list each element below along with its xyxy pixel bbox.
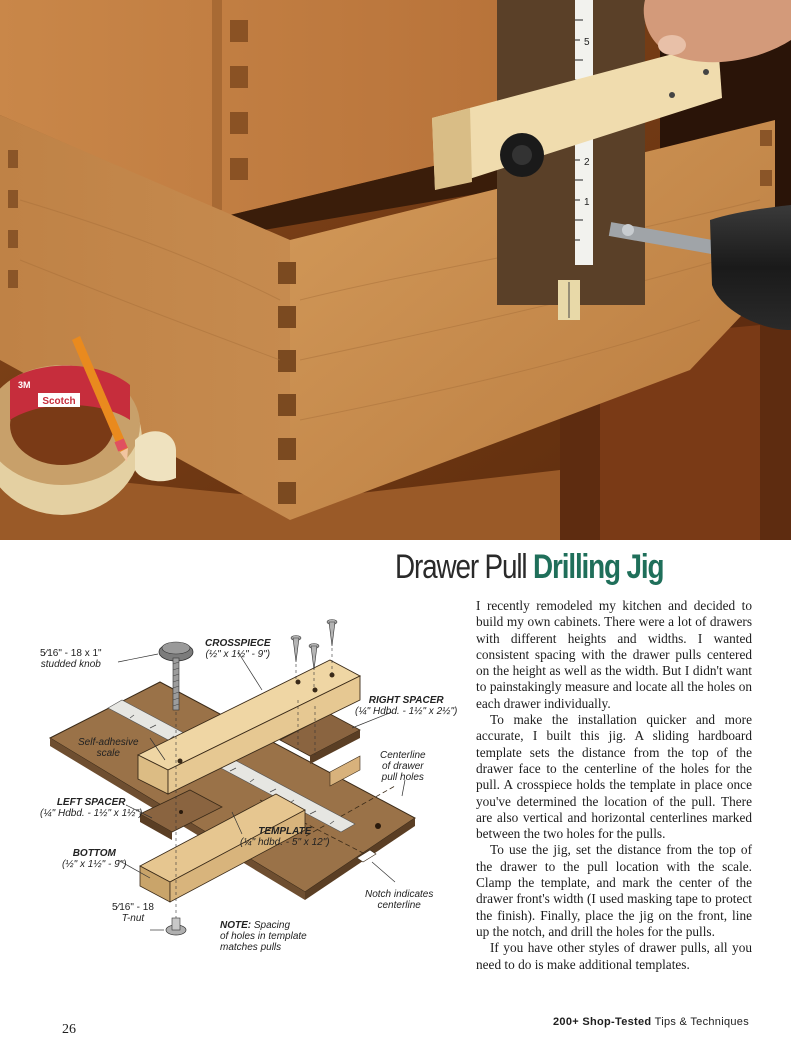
label-line: centerline [377,900,421,911]
page-number: 26 [62,1022,76,1037]
label-line: of drawer [381,761,424,772]
label-self-adhesive-scale [78,737,139,759]
footer-bold: 200+ Shop-Tested [553,1016,652,1028]
label-head: CROSSPIECE [205,638,271,649]
label-line: Notch indicates [365,889,434,900]
footer-rest: Tips & Techniques [654,1016,749,1028]
label-line: 5⁄16" - 18 [112,902,154,913]
label-head: BOTTOM [72,848,116,859]
label-line: studded knob [40,659,101,670]
label-head: LEFT SPACER [56,797,126,808]
label-line: T-nut [121,913,145,924]
article-body [476,598,752,973]
svg-text:Scotch: Scotch [42,396,76,407]
article-title [395,548,663,587]
label-head: TEMPLATE [258,826,312,837]
label-line: 5⁄16" - 18 x 1" [40,648,102,659]
paragraph: If you have other styles of drawer pulls, all you need to do is make additional templates. [476,940,752,972]
label-template [240,826,330,848]
note-head: NOTE: [220,920,252,931]
note-line: Spacing [251,920,291,931]
svg-text:1: 1 [584,197,590,208]
label-dim: (½" x 1½" - 9") [205,649,271,660]
label-dim: (¼" hdbd. - 5" x 12") [240,837,330,848]
paragraph: To use the jig, set the distance from the top of the drawer to the pull location with the scale. Clamp the template, and mark the center of the drawer front's width (I used masking tape to protect the finish). Finally, place the jig on the front, line up the notch, and drill the holes for the pulls. [476,842,752,939]
title-light: Drawer Pull [395,548,527,586]
paragraph: To make the installation quicker and more accurate, I built this jig. A sliding hardboard template sets the distance from the top of the drawer face to the centerline of the holes for the pull. A crosspiece holds the template in place once you've determined the location of the pull. There are also vertical and horizontal centerlines marked between the two holes for the pulls. [476,712,752,842]
label-line: Self-adhesive [78,737,139,748]
label-line: scale [96,748,120,759]
label-right-spacer [355,695,457,717]
label-notch [365,889,433,911]
svg-text:3M: 3M [18,380,31,390]
label-left-spacer [40,797,142,819]
paragraph: I recently remodeled my kitchen and decided to build my own cabinets. There were a lot of drawers with different heights and widths. I wanted consistent spacing with the drawer pulls centered on the height as well as the width. But I didn't want to painstakingly measure and locate all the holes on each drawer individually. [476,598,752,711]
label-dim: (¼" Hdbd. - 1½" x 1½") [40,808,143,819]
label-bottom [62,848,127,870]
label-note [220,920,307,953]
label-dim: (¼" Hdbd. - 1½" x 2½") [355,706,458,717]
label-centerline [380,750,426,783]
book-title-footer [553,1016,749,1028]
label-head: RIGHT SPACER [368,695,444,706]
svg-text:5: 5 [584,37,590,48]
label-studded-knob [40,648,102,670]
title-bold: Drilling Jig [533,548,664,586]
label-t-nut [112,902,154,924]
note-line: of holes in template [220,931,307,942]
label-dim: (½" x 1½" - 9") [62,859,127,870]
label-line: pull holes [381,772,424,783]
label-line: Centerline [380,750,426,761]
label-crosspiece [205,638,271,660]
note-line: matches pulls [220,942,282,953]
svg-text:2: 2 [584,157,590,168]
